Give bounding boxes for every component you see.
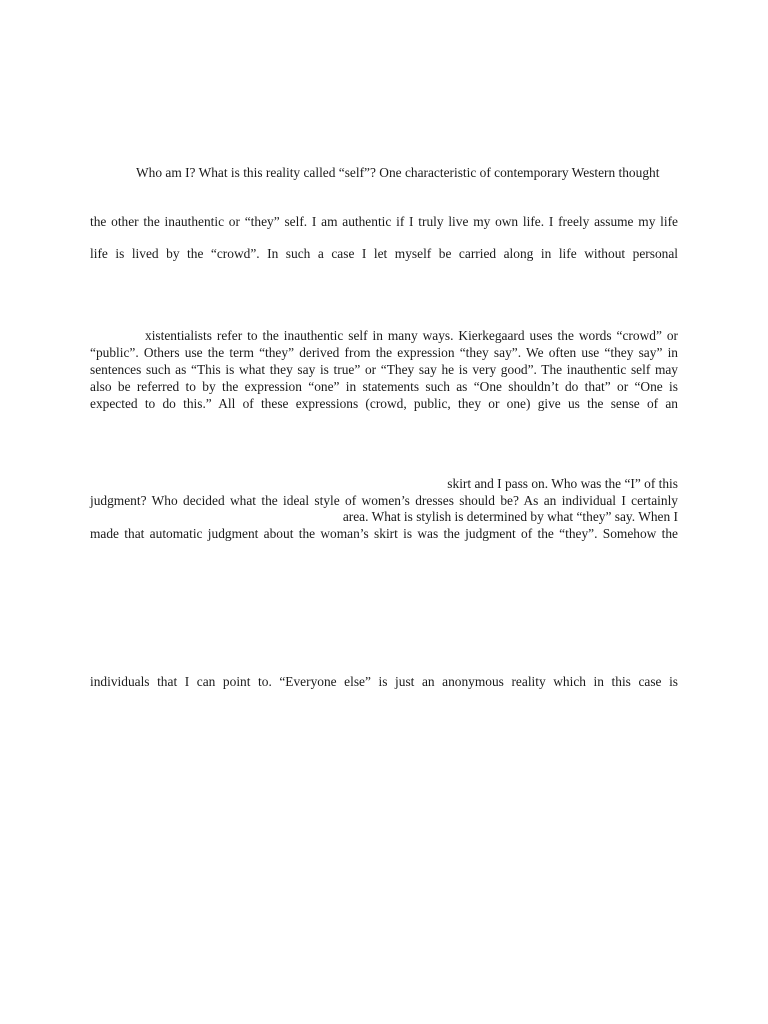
text-line-3: life is lived by the “crowd”. In such a case I let myself be carried along in life without personal bbox=[90, 246, 678, 261]
text-line-6: sentences such as “This is what they say is true” or “They say he is very good”. The inauthentic self may bbox=[90, 362, 678, 377]
text-line-2: the other the inauthentic or “they” self. I am authentic if I truly live my own life. I freely assume my life bbox=[90, 214, 678, 229]
text-line-1: Who am I? What is this reality called “self”? One characteristic of contemporary Western thought bbox=[136, 165, 660, 180]
text-line-5: “public”. Others use the term “they” derived from the expression “they say”. We often use “they say” in bbox=[90, 345, 678, 360]
text-line-12: made that automatic judgment about the woman’s skirt is was the judgment of the “they”. Somehow the bbox=[90, 526, 678, 541]
text-line-8: expected to do this.” All of these expressions (crowd, public, they or one) give us the sense of an bbox=[90, 396, 678, 411]
text-line-13: individuals that I can point to. “Everyone else” is just an anonymous reality which in this case is bbox=[90, 674, 678, 689]
text-line-10: judgment? Who decided what the ideal style of women’s dresses should be? As an individual I certainly bbox=[90, 493, 678, 508]
text-line-11: area. What is stylish is determined by what “they” say. When I bbox=[342, 509, 678, 524]
text-line-7: also be referred to by the expression “one” in statements such as “One shouldn’t do that” or “One is bbox=[90, 379, 678, 394]
text-line-9: skirt and I pass on. Who was the “I” of this bbox=[447, 476, 678, 491]
text-line-4: xistentialists refer to the inauthentic self in many ways. Kierkegaard uses the words “crowd” or bbox=[145, 328, 678, 343]
